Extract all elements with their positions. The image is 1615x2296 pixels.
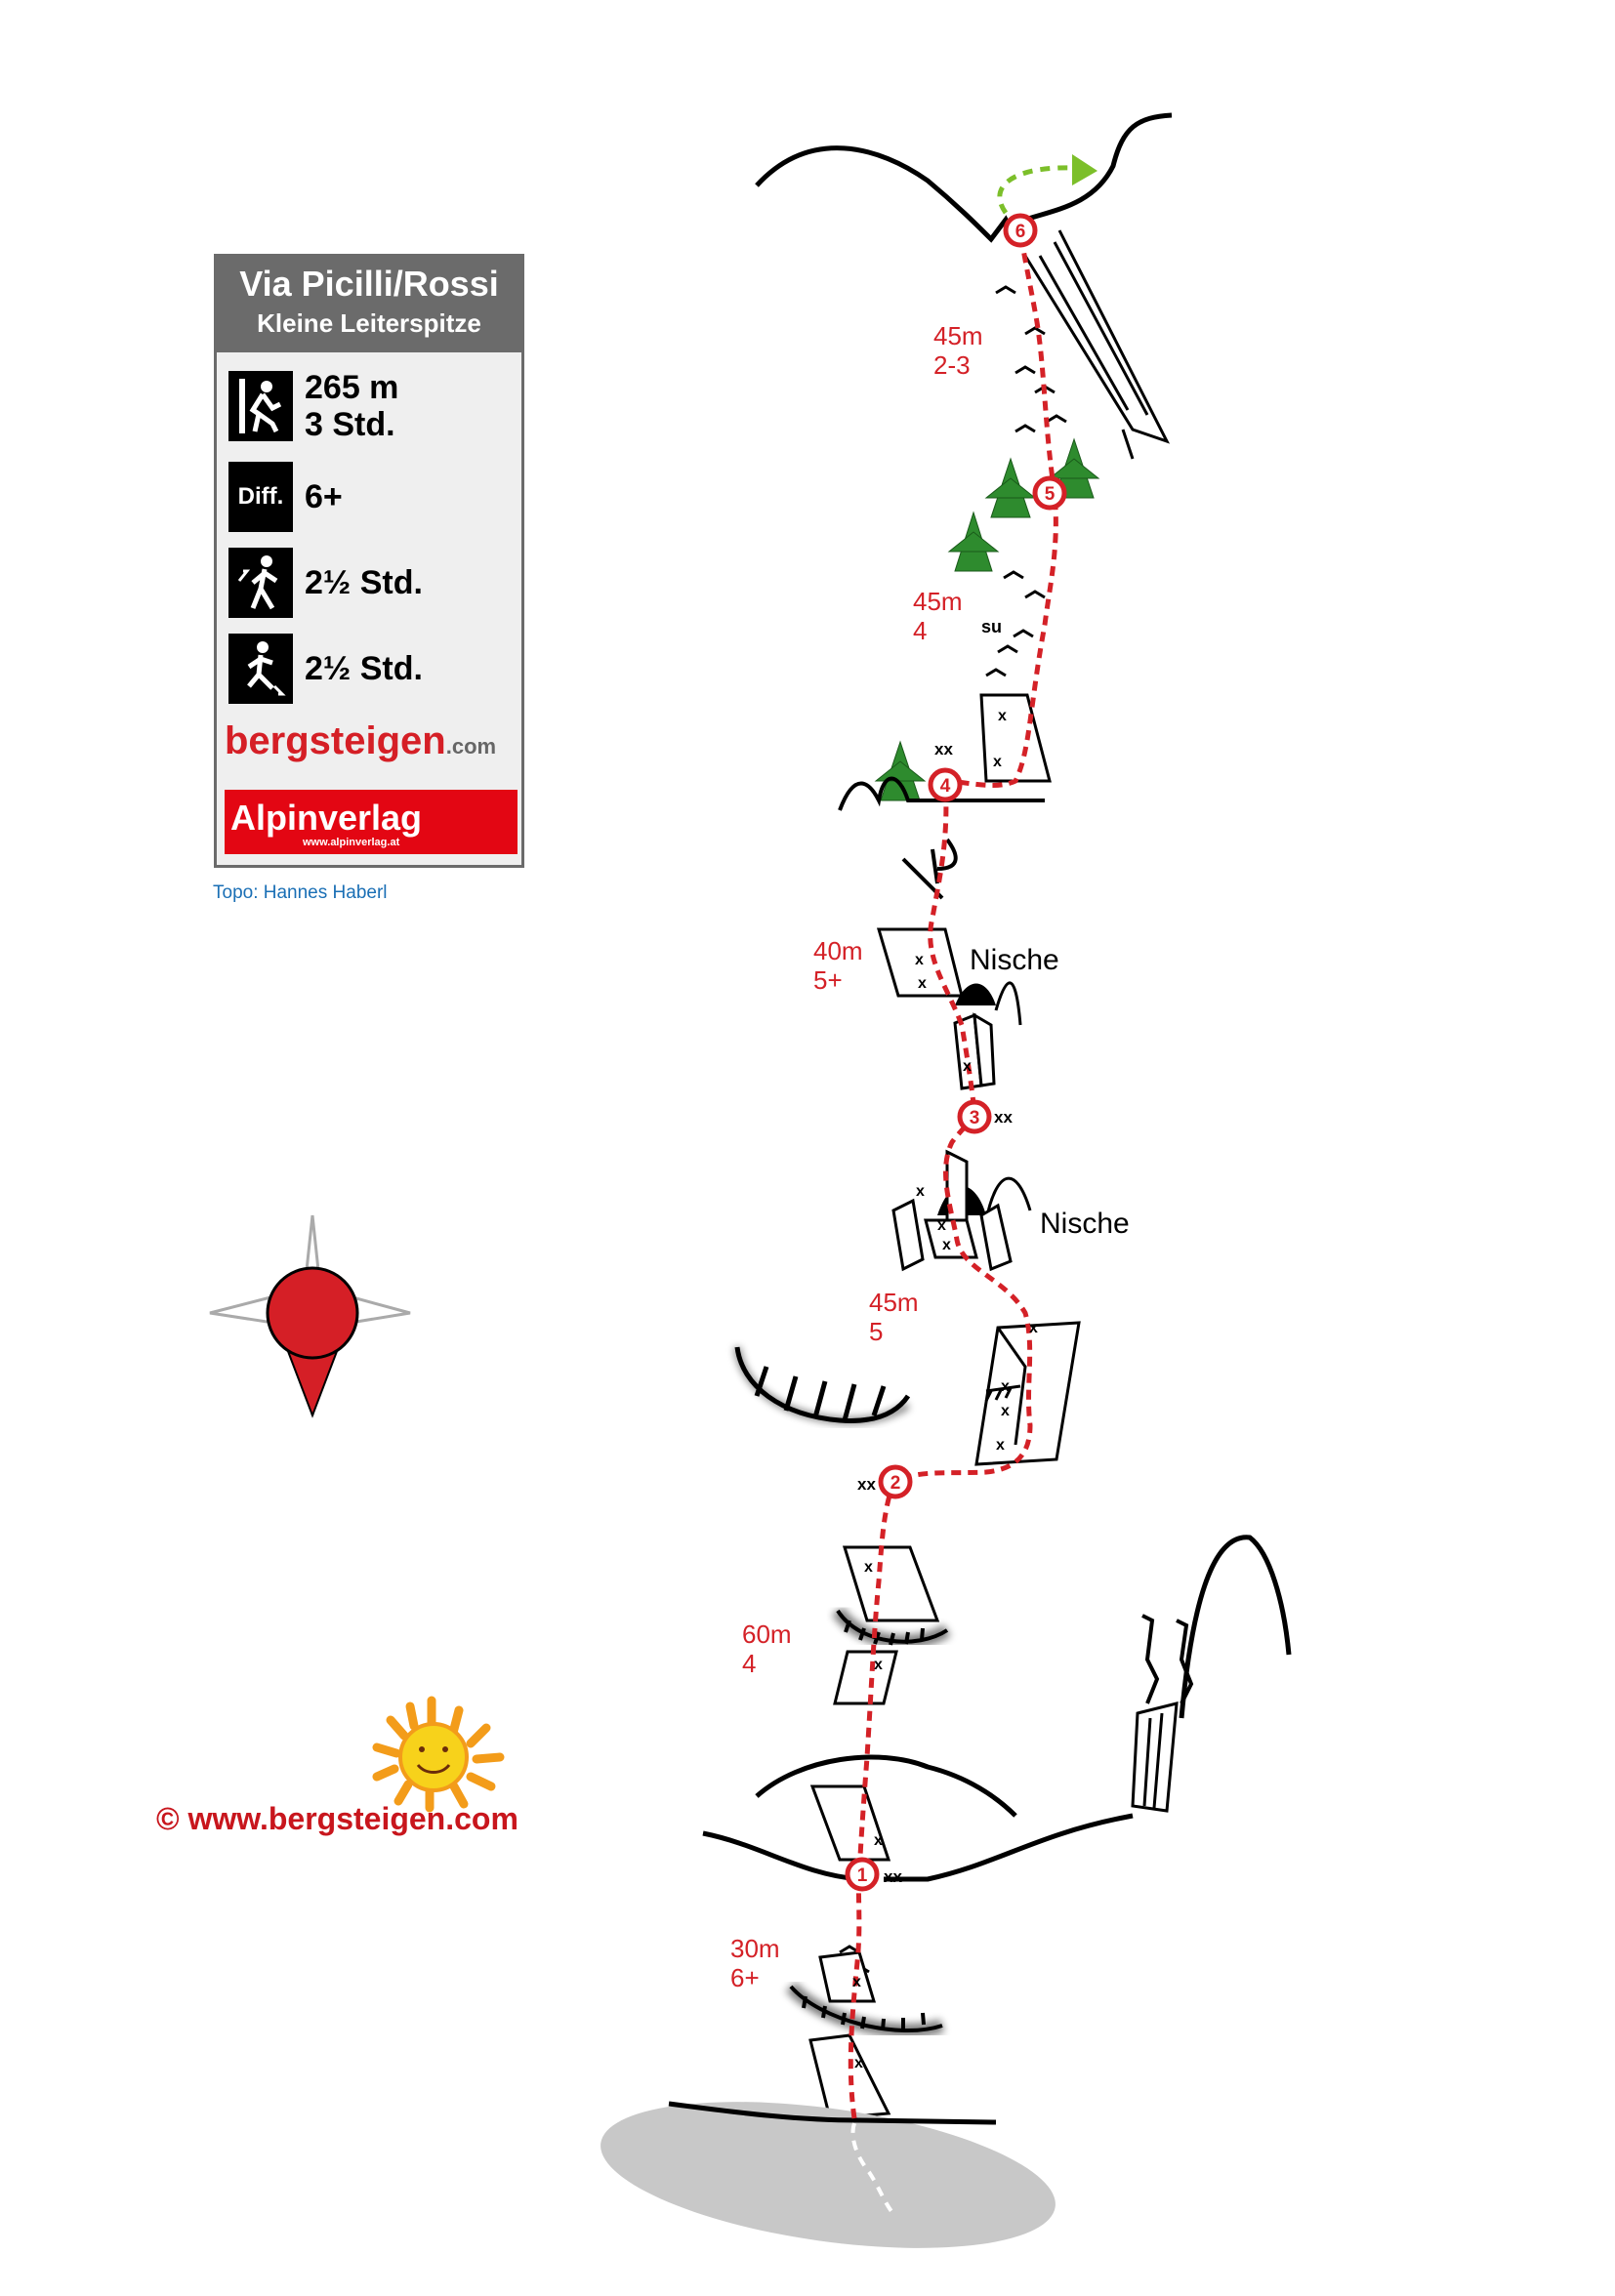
- belay-number-6: 6: [1015, 222, 1026, 242]
- pitch-length-2: 60m: [742, 1620, 792, 1649]
- bolt-3: x: [874, 1832, 883, 1849]
- approach-time: 2½ Std.: [305, 564, 423, 601]
- ledge-1: [757, 1757, 1015, 1816]
- alpinverlag-url: www.alpinverlag.at: [303, 837, 400, 848]
- alpinverlag-logo: [225, 790, 518, 854]
- route-time: 3 Std.: [305, 406, 395, 443]
- alpinverlag-name: Alpinverlag: [230, 798, 423, 838]
- copyright-link[interactable]: © www.bergsteigen.com: [156, 1801, 518, 1836]
- su-label: su: [981, 617, 1003, 636]
- slab-niche-2a: [947, 1152, 967, 1225]
- niche-1-rim: [996, 983, 1020, 1025]
- slab-niche-2d: [926, 1220, 976, 1257]
- pitch-grade-3: 5: [869, 1317, 884, 1346]
- pitch-length-4: 40m: [813, 936, 863, 965]
- pitch-grade-4: 5+: [813, 965, 843, 995]
- hiker-up-icon: [228, 548, 293, 618]
- topo-credit: Topo: Hannes Haberl: [213, 882, 388, 903]
- slab-niche-2c: [981, 1206, 1011, 1269]
- pitch-grade-2: 4: [742, 1649, 757, 1678]
- bolt-5: x: [874, 1657, 883, 1673]
- niche-label-upper: Nische: [970, 944, 1059, 976]
- difficulty-row: [228, 462, 343, 532]
- climber-icon: [228, 371, 293, 441]
- exposure-compass: [210, 1215, 410, 1415]
- belay-number-1: 1: [856, 1866, 868, 1886]
- difficulty-label: Diff.: [237, 483, 284, 510]
- overhang-marks: [840, 287, 1066, 1972]
- pitch-length-5: 45m: [913, 587, 963, 616]
- double-bolt-1: xx: [884, 1867, 902, 1886]
- bolt-6: x: [1029, 1320, 1038, 1336]
- peak-name: Kleine Leiterspitze: [257, 308, 481, 338]
- pitch-grade-6: 2-3: [933, 350, 971, 380]
- pitch-grade-5: 4: [913, 616, 928, 645]
- route-info-box: [214, 254, 524, 868]
- route-title: Via Picilli/Rossi: [239, 264, 499, 304]
- bolt-12: x: [942, 1237, 951, 1253]
- height-time-row: [228, 369, 398, 443]
- double-bolt-3: xx: [994, 1108, 1013, 1127]
- pitch-length-1: 30m: [730, 1934, 780, 1963]
- belay-number-3: 3: [969, 1108, 980, 1128]
- pitch-length-3: 45m: [869, 1288, 919, 1317]
- niche-label-lower: Nische: [1040, 1208, 1130, 1240]
- bolt-4: x: [864, 1559, 873, 1576]
- slab-60m-b: [835, 1652, 896, 1703]
- approach-row: [228, 548, 423, 618]
- route-height: 265 m: [305, 369, 399, 406]
- pitch-length-6: 45m: [933, 321, 983, 350]
- niche-1: [955, 984, 996, 1006]
- bolt-17: x: [993, 754, 1002, 770]
- exit-arrow-head: [1072, 154, 1097, 185]
- hiker-down-icon: [228, 634, 293, 704]
- bolt-7: x: [1001, 1378, 1010, 1395]
- bolt-13: x: [963, 1058, 972, 1075]
- info-box-header: [217, 257, 521, 352]
- belay-number-4: 4: [939, 776, 951, 797]
- pitch-grade-1: 6+: [730, 1963, 760, 1992]
- bolt-9: x: [996, 1437, 1005, 1454]
- belay-number-5: 5: [1044, 484, 1056, 505]
- descent-time: 2½ Std.: [305, 650, 423, 687]
- descent-row: [228, 634, 423, 704]
- bolt-16: x: [998, 708, 1007, 724]
- double-bolt-2: xx: [857, 1475, 876, 1494]
- slab-30m-a: [820, 1952, 874, 2001]
- difficulty-icon: [228, 462, 293, 532]
- bolt-2: x: [854, 2055, 863, 2071]
- bolt-14: x: [915, 952, 924, 968]
- route-difficulty: 6+: [305, 478, 343, 515]
- slab-niche-2b: [893, 1201, 923, 1269]
- bolt-1: x: [852, 1974, 861, 1990]
- bolt-8: x: [1001, 1403, 1010, 1419]
- summit-ridge: [757, 115, 1172, 239]
- ledge-1-lower: [703, 1816, 1133, 1879]
- bolt-11: x: [937, 1217, 946, 1234]
- bolt-10: x: [916, 1183, 925, 1200]
- slab-60m-a: [845, 1547, 937, 1620]
- overhang-large-line: [737, 1347, 908, 1420]
- sun-logo: [377, 1701, 500, 1808]
- double-bolt-4: xx: [934, 740, 953, 758]
- crack-4: [903, 840, 956, 898]
- bolt-15: x: [918, 975, 927, 992]
- tower-outline: [1181, 1538, 1289, 1718]
- slab-4: [981, 695, 1050, 781]
- belay-number-2: 2: [890, 1473, 901, 1494]
- bergsteigen-logo: bergsteigen.com: [225, 719, 497, 762]
